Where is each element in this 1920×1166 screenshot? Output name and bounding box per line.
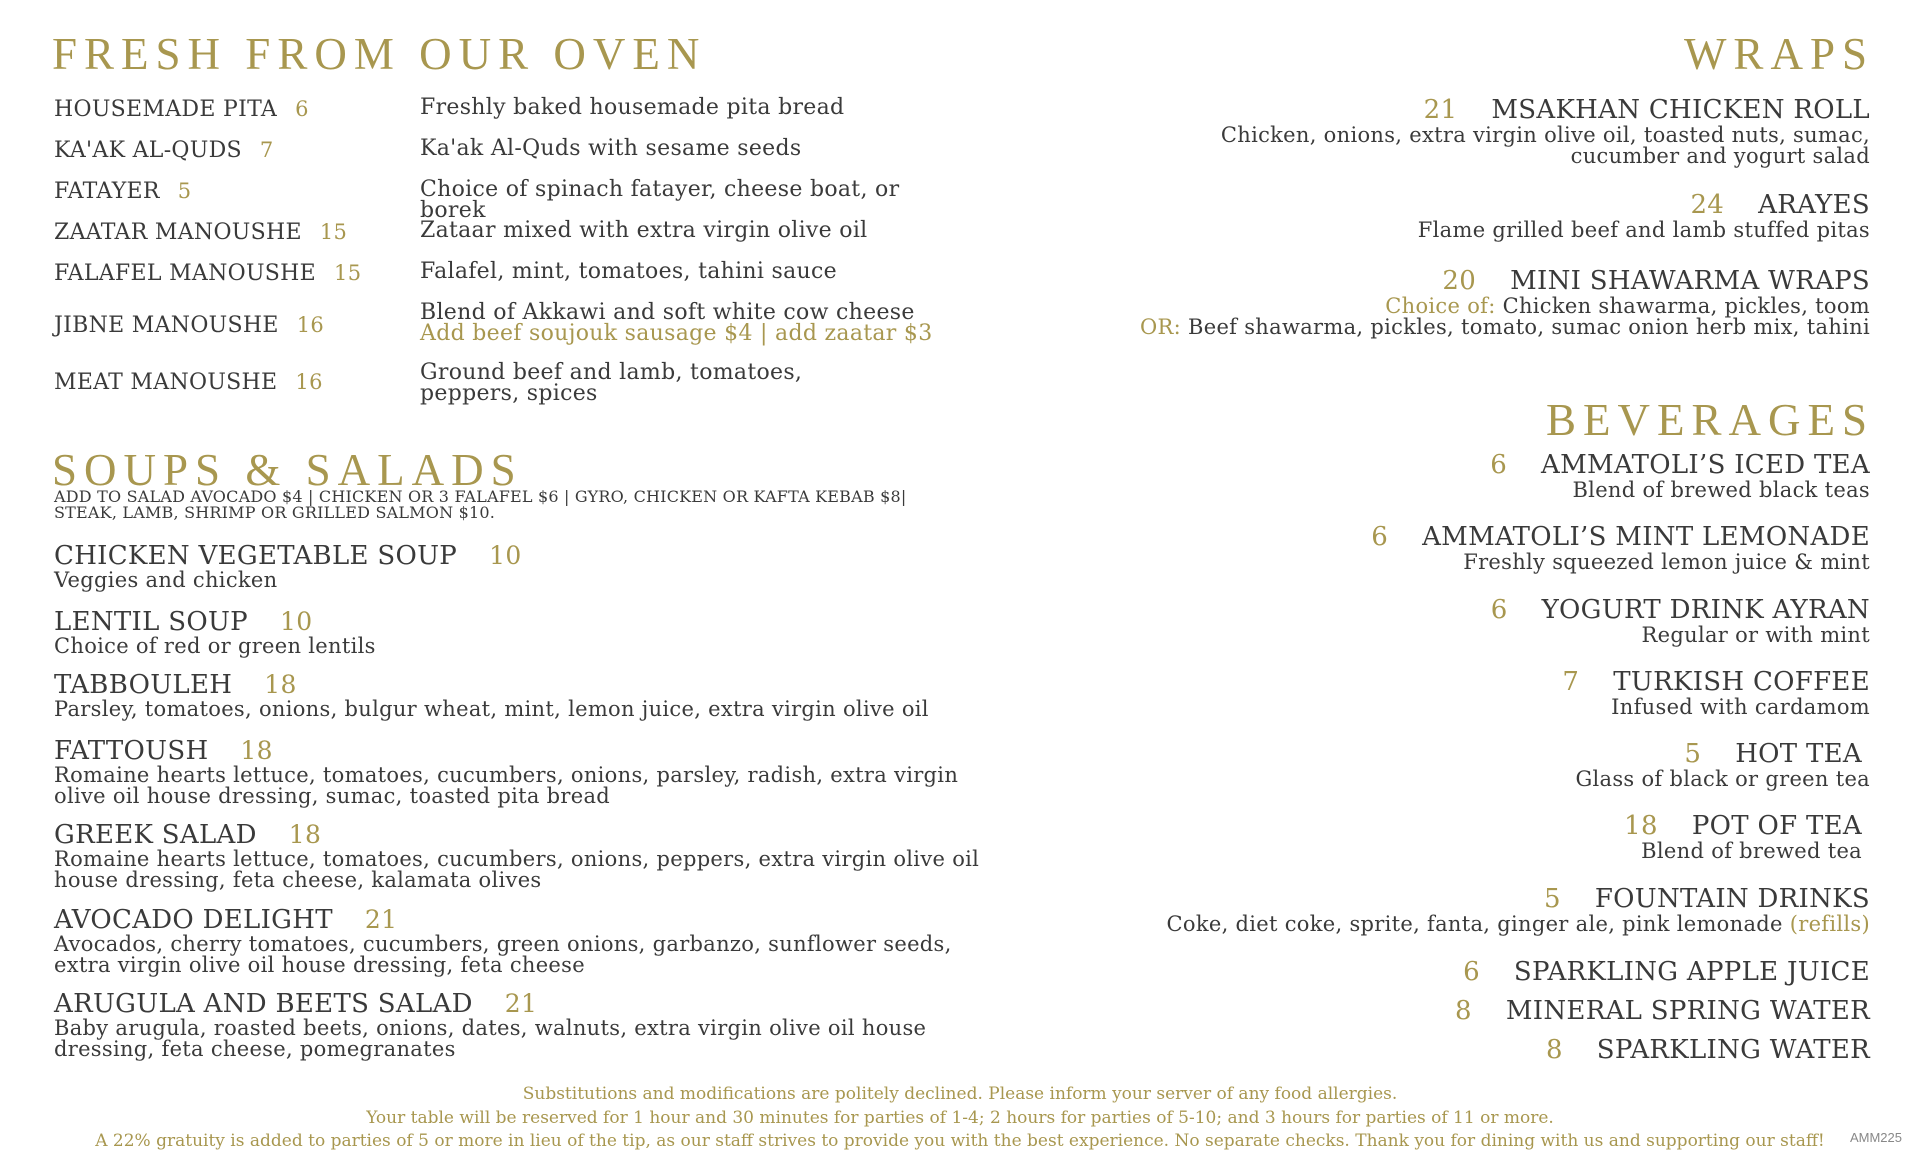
oven-heading: FRESH FROM OUR OVEN bbox=[52, 29, 707, 79]
item-name: 7 TURKISH COFFEE bbox=[1562, 667, 1870, 697]
item-name: 6 YOGURT DRINK AYRAN bbox=[1490, 595, 1870, 625]
item-description: Glass of black or green tea bbox=[1575, 767, 1870, 791]
item-price: 6 bbox=[295, 97, 309, 121]
menu-item bbox=[54, 220, 1014, 260]
menu-item bbox=[1490, 450, 1870, 501]
item-name: JIBNE MANOUSHE 16 bbox=[54, 313, 325, 338]
item-name: 8 SPARKLING WATER bbox=[1545, 1035, 1870, 1065]
item-price: 24 bbox=[1690, 190, 1725, 220]
item-price: 18 bbox=[1624, 811, 1658, 841]
item-name: 24 ARAYES bbox=[1690, 190, 1870, 220]
item-name: 6 AMMATOLI’S ICED TEA bbox=[1490, 450, 1870, 480]
item-name: ARUGULA AND BEETS SALAD 21 bbox=[54, 989, 538, 1019]
item-name: 20 MINI SHAWARMA WRAPS bbox=[1442, 266, 1870, 296]
menu-item bbox=[1546, 1035, 1870, 1065]
item-description: Zataar mixed with extra virgin olive oil bbox=[420, 218, 868, 243]
item-description: Ground beef and lamb, tomatoes, peppers, spices bbox=[420, 360, 803, 406]
item-name: HOUSEMADE PITA 6 bbox=[54, 97, 309, 122]
item-price: 5 bbox=[1684, 739, 1702, 769]
item-price: 20 bbox=[1442, 266, 1477, 296]
item-addon-note: Add beef soujouk sausage $4 | add zaatar $3 bbox=[420, 321, 933, 346]
item-description: Baby arugula, roasted beets, onions, dates, walnuts, extra virgin olive oil house dressing, feta cheese, pomegranates bbox=[54, 1016, 927, 1061]
menu-item bbox=[54, 542, 1014, 591]
menu-item bbox=[1491, 595, 1870, 646]
item-description: Veggies and chicken bbox=[54, 568, 278, 592]
item-price: 7 bbox=[259, 138, 274, 162]
menu-item bbox=[54, 177, 1014, 223]
item-price: 18 bbox=[240, 736, 273, 765]
item-name: GREEK SALAD 18 bbox=[54, 820, 322, 850]
item-description: Choice of red or green lentils bbox=[54, 634, 376, 658]
item-name: FATAYER 5 bbox=[54, 179, 192, 204]
wraps-heading: WRAPS bbox=[1683, 29, 1874, 79]
refills-note: (refills) bbox=[1789, 912, 1870, 936]
menu-item bbox=[1140, 266, 1870, 338]
item-description: Freshly squeezed lemon juice & mint bbox=[1463, 550, 1870, 574]
item-price: 15 bbox=[319, 220, 348, 244]
item-price: 21 bbox=[364, 905, 398, 934]
footer-gratuity-note: A 22% gratuity is added to parties of 5 or more in lieu of the tip, as our staff strives to provide you with the best experience. No separate checks. Thank you for dining with us and supporting our staff! bbox=[95, 1131, 1825, 1151]
item-price: 5 bbox=[177, 179, 192, 203]
item-description: Infused with cardamom bbox=[1611, 695, 1870, 719]
item-price: 6 bbox=[1490, 595, 1508, 625]
item-name: 5 FOUNTAIN DRINKS bbox=[1543, 884, 1870, 914]
salad-addons: ADD TO SALAD AVOCADO $4 | CHICKEN OR 3 FALAFEL $6 | GYRO, CHICKEN OR KAFTA KEBAB $8| STEAK, LAMB, SHRIMP OR GRILLED SALMON $10. bbox=[54, 487, 907, 522]
item-price: 8 bbox=[1455, 996, 1472, 1026]
item-price: 10 bbox=[279, 607, 313, 636]
item-price: 15 bbox=[334, 261, 362, 285]
item-description: Regular or with mint bbox=[1641, 623, 1870, 647]
soups-heading: SOUPS & SALADS bbox=[52, 445, 523, 495]
item-name: 6 SPARKLING APPLE JUICE bbox=[1463, 957, 1870, 987]
choice-label: Choice of: bbox=[1385, 294, 1496, 318]
menu-item bbox=[54, 302, 1014, 352]
item-price: 16 bbox=[295, 370, 323, 394]
item-name: KA'AK AL-QUDS 7 bbox=[54, 138, 274, 163]
item-price: 6 bbox=[1463, 957, 1480, 987]
item-description: Coke, diet coke, sprite, fanta, ginger ale, pink lemonade (refills) bbox=[1166, 912, 1870, 936]
item-description: Chicken, onions, extra virgin olive oil, toasted nuts, sumac, bbox=[1220, 123, 1870, 147]
item-price: 21 bbox=[1423, 95, 1458, 125]
item-description: Freshly baked housemade pita bread bbox=[420, 95, 845, 120]
item-name: 21 MSAKHAN CHICKEN ROLL bbox=[1423, 95, 1870, 125]
menu-item bbox=[54, 671, 1014, 720]
item-name: 18 POT OF TEA bbox=[1624, 811, 1862, 841]
item-name: CHICKEN VEGETABLE SOUP 10 bbox=[54, 541, 522, 571]
item-description: Romaine hearts lettuce, tomatoes, cucumbers, onions, parsley, radish, extra virgin olive oil house dressing, sumac, toasted pita bread bbox=[54, 763, 959, 808]
item-description: Ka'ak Al-Quds with sesame seeds bbox=[420, 136, 802, 161]
item-name: MEAT MANOUSHE 16 bbox=[54, 370, 323, 395]
menu-item bbox=[54, 906, 1014, 976]
item-name: TABBOULEH 18 bbox=[54, 670, 297, 700]
item-price: 6 bbox=[1371, 522, 1389, 552]
item-name: 6 AMMATOLI’S MINT LEMONADE bbox=[1371, 522, 1870, 552]
menu-item bbox=[54, 821, 1014, 891]
menu-item bbox=[1418, 190, 1870, 241]
menu-item bbox=[54, 97, 1014, 137]
menu-item bbox=[54, 737, 1014, 807]
item-description: Romaine hearts lettuce, tomatoes, cucumbers, onions, peppers, extra virgin olive oil house dressing, feta cheese, kalamata olives bbox=[54, 847, 980, 892]
menu-item bbox=[1167, 884, 1870, 935]
item-description: Falafel, mint, tomatoes, tahini sauce bbox=[420, 259, 837, 284]
menu-item bbox=[54, 990, 1014, 1060]
item-price: 8 bbox=[1545, 1035, 1563, 1065]
item-price: 7 bbox=[1562, 667, 1580, 697]
item-description: Blend of Akkawi and soft white cow cheese Add beef soujouk sausage $4 | add zaatar $3 bbox=[420, 302, 960, 344]
item-description: Choice of: Chicken shawarma, pickles, toom bbox=[1385, 294, 1870, 318]
item-description: Flame grilled beef and lamb stuffed pitas bbox=[1417, 218, 1870, 242]
item-description: Parsley, tomatoes, onions, bulgur wheat, mint, lemon juice, extra virgin olive oil bbox=[54, 697, 929, 721]
item-name: 8 MINERAL SPRING WATER bbox=[1455, 996, 1870, 1026]
menu-item bbox=[54, 362, 1014, 412]
item-price: 18 bbox=[288, 820, 322, 849]
menu-item bbox=[54, 608, 1014, 657]
item-price: 5 bbox=[1543, 884, 1561, 914]
item-name: AVOCADO DELIGHT 21 bbox=[54, 905, 398, 935]
menu-item bbox=[1371, 522, 1870, 573]
menu-item bbox=[1624, 811, 1862, 862]
item-description: Blend of brewed black teas bbox=[1572, 478, 1870, 502]
item-description: OR: Beef shawarma, pickles, tomato, sumac onion herb mix, tahini bbox=[1139, 315, 1870, 339]
item-description: Blend of brewed tea bbox=[1641, 839, 1862, 863]
or-label: OR: bbox=[1139, 315, 1181, 339]
item-name: ZAATAR MANOUSHE 15 bbox=[54, 220, 348, 245]
item-price: 6 bbox=[1490, 450, 1508, 480]
item-description: cucumber and yogurt salad bbox=[1570, 144, 1870, 168]
menu-item bbox=[54, 261, 1014, 301]
menu-item bbox=[1463, 957, 1870, 987]
item-price: 10 bbox=[489, 541, 522, 570]
item-price: 18 bbox=[264, 670, 297, 699]
item-price: 21 bbox=[504, 989, 538, 1018]
menu-code: AMM225 bbox=[1849, 1130, 1902, 1145]
menu-item bbox=[1221, 95, 1870, 167]
menu-item bbox=[1562, 667, 1870, 718]
item-name: FATTOUSH 18 bbox=[54, 736, 273, 766]
item-name: FALAFEL MANOUSHE 15 bbox=[54, 261, 362, 286]
item-description: Avocados, cherry tomatoes, cucumbers, green onions, garbanzo, sunflower seeds, extra virgin olive oil house dressing, feta cheese bbox=[54, 932, 952, 977]
item-price: 16 bbox=[296, 313, 325, 337]
item-name: 5 HOT TEA bbox=[1684, 739, 1862, 769]
item-name: LENTIL SOUP 10 bbox=[54, 607, 313, 637]
footer-allergy-note: Substitutions and modifications are politely declined. Please inform your server of any food allergies. bbox=[522, 1084, 1398, 1104]
item-description: Choice of spinach fatayer, cheese boat, or borek bbox=[420, 177, 900, 223]
menu-item bbox=[54, 138, 1014, 178]
beverages-heading: BEVERAGES bbox=[1545, 395, 1874, 445]
footer-reservation-note: Your table will be reserved for 1 hour and 30 minutes for parties of 1-4; 2 hours for parties of 5-10; and 3 hours for parties of 11 or more. bbox=[366, 1108, 1554, 1128]
menu-item bbox=[1455, 996, 1870, 1026]
menu-item bbox=[1575, 739, 1870, 791]
